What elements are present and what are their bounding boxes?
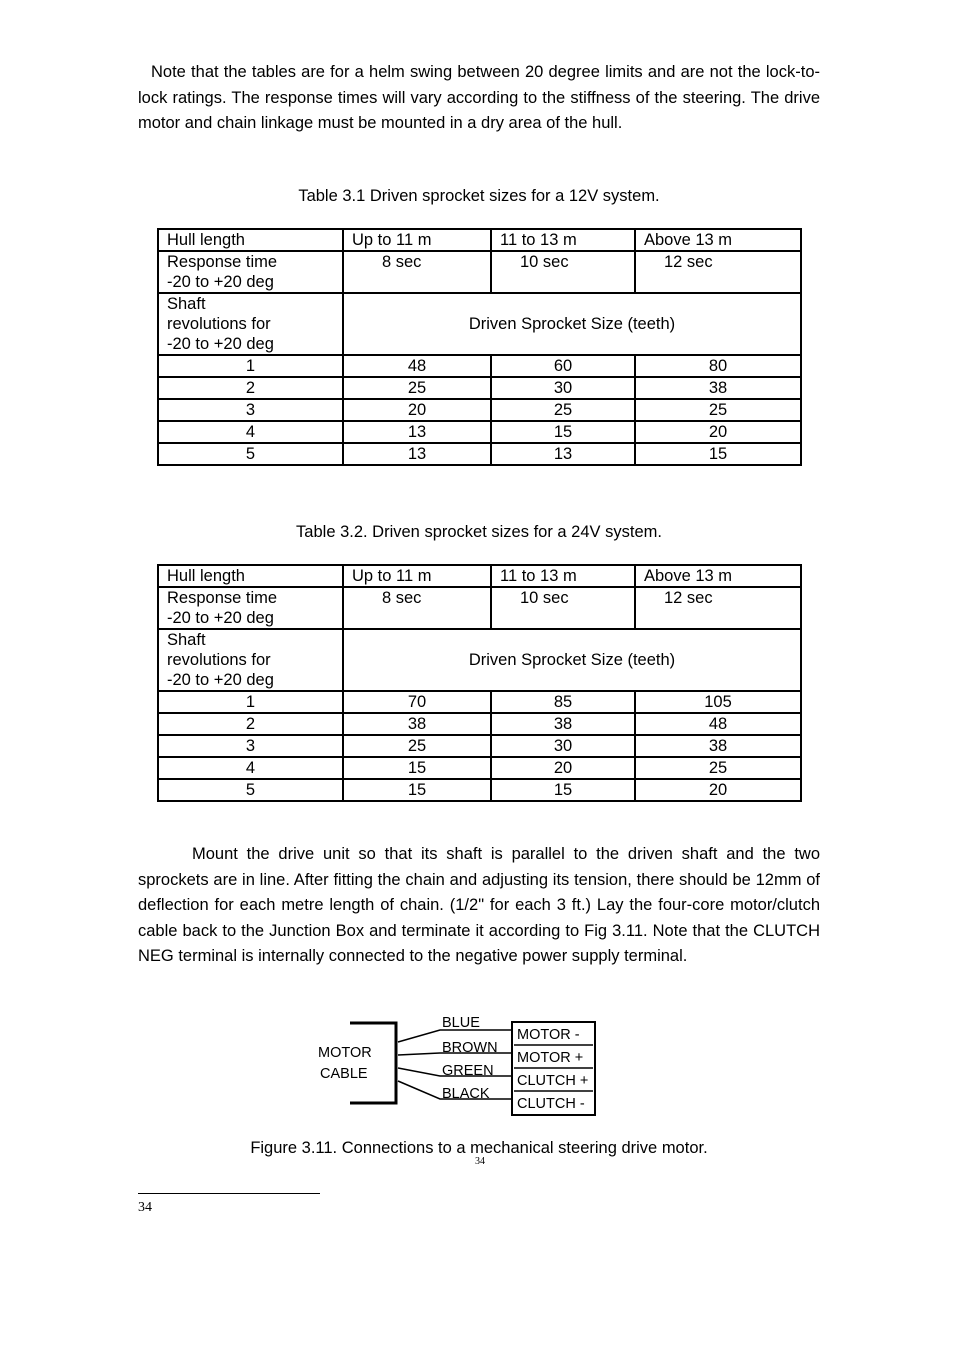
wire-label: BROWN [442, 1040, 498, 1056]
table-3-1 [157, 228, 802, 466]
table-cell: 70 [343, 691, 491, 713]
table-cell: 15 [635, 443, 801, 465]
table-row [158, 229, 801, 251]
hull-length-value: Up to 11 m [343, 565, 491, 587]
table-cell: 20 [491, 757, 635, 779]
table-cell: 80 [635, 355, 801, 377]
hull-length-value: Up to 11 m [343, 229, 491, 251]
table-cell: 25 [343, 735, 491, 757]
response-time-value: 10 sec [491, 587, 635, 629]
table-cell: 20 [635, 779, 801, 801]
terminal-label: MOTOR + [517, 1050, 584, 1066]
table-row [158, 421, 801, 443]
figure-caption: Figure 3.11. Connections to a mechanical steering drive motor. [250, 1139, 708, 1157]
table-cell: 38 [635, 377, 801, 399]
terminal-label: CLUTCH + [517, 1073, 589, 1089]
table-3-1-caption: Table 3.1 Driven sprocket sizes for a 12V system. [298, 187, 660, 205]
shaft-revolutions-label: Shaft revolutions for -20 to +20 deg [158, 293, 343, 355]
table-3-2 [157, 564, 802, 802]
hull-length-value: 11 to 13 m [491, 565, 635, 587]
table-cell: 2 [158, 377, 343, 399]
table-cell: 4 [158, 757, 343, 779]
table-cell: 15 [491, 421, 635, 443]
table-cell: 60 [491, 355, 635, 377]
table-cell: 25 [343, 377, 491, 399]
table-cell: 25 [491, 399, 635, 421]
wire-label: BLACK [442, 1086, 490, 1102]
table-row [158, 713, 801, 735]
table-cell: 15 [343, 757, 491, 779]
table-row [158, 691, 801, 713]
table-cell: 5 [158, 443, 343, 465]
response-time-value: 8 sec [343, 251, 491, 293]
footnote-rule [138, 1193, 320, 1194]
table-cell: 3 [158, 399, 343, 421]
response-time-value: 8 sec [343, 587, 491, 629]
mounting-paragraph: Mount the drive unit so that its shaft is parallel to the driven shaft and the two sprockets are in line. After fitting the chain and adjusting its tension, there should be 12mm of deflection for each metre length of chain. (1/2" for each 3 ft.) Lay the four-core motor/clutch cable back to the Junction Box and terminate it according to Fig 3.11. Note that the CLUTCH NEG terminal is internally connected to the negative power supply terminal. [138, 845, 820, 966]
table-cell: 1 [158, 355, 343, 377]
response-time-value: 12 sec [635, 587, 801, 629]
table-cell: 20 [343, 399, 491, 421]
table-row [158, 757, 801, 779]
table-row [158, 399, 801, 421]
table-cell: 13 [343, 421, 491, 443]
table-cell: 15 [343, 779, 491, 801]
terminal-label: CLUTCH - [517, 1096, 585, 1112]
table-cell: 5 [158, 779, 343, 801]
cable-label: CABLE [320, 1066, 368, 1082]
table-cell: 13 [491, 443, 635, 465]
table-cell: 4 [158, 421, 343, 443]
table-cell: 3 [158, 735, 343, 757]
table-row [158, 587, 801, 629]
wiring-diagram [300, 1005, 620, 1125]
table-row [158, 629, 801, 691]
small-page-number: 34 [475, 1156, 485, 1167]
table-3-2-caption: Table 3.2. Driven sprocket sizes for a 24V system. [296, 523, 662, 541]
table-cell: 48 [635, 713, 801, 735]
response-time-label: Response time -20 to +20 deg [158, 251, 343, 293]
table-cell: 1 [158, 691, 343, 713]
sprocket-size-header: Driven Sprocket Size (teeth) [343, 293, 801, 355]
table-cell: 105 [635, 691, 801, 713]
page-number: 34 [138, 1200, 152, 1215]
terminal-label: MOTOR - [517, 1027, 580, 1043]
table-cell: 38 [635, 735, 801, 757]
table-cell: 30 [491, 377, 635, 399]
hull-length-value: 11 to 13 m [491, 229, 635, 251]
table-cell: 13 [343, 443, 491, 465]
response-time-label: Response time -20 to +20 deg [158, 587, 343, 629]
table-row [158, 377, 801, 399]
response-time-value: 12 sec [635, 251, 801, 293]
table-row [158, 355, 801, 377]
table-row [158, 565, 801, 587]
sprocket-size-header: Driven Sprocket Size (teeth) [343, 629, 801, 691]
intro-paragraph: Note that the tables are for a helm swing between 20 degree limits and are not the lock-to-lock ratings. The response times will vary according to the stiffness of the steering. The drive motor and chain linkage must be mounted in a dry area of the hull. [138, 63, 820, 133]
hull-length-label: Hull length [158, 565, 343, 587]
table-row [158, 735, 801, 757]
table-cell: 48 [343, 355, 491, 377]
table-row [158, 779, 801, 801]
table-cell: 38 [491, 713, 635, 735]
hull-length-value: Above 13 m [635, 229, 801, 251]
table-row [158, 293, 801, 355]
hull-length-label: Hull length [158, 229, 343, 251]
table-cell: 20 [635, 421, 801, 443]
table-cell: 25 [635, 399, 801, 421]
wire-label: GREEN [442, 1063, 494, 1079]
table-row [158, 251, 801, 293]
cable-bracket [350, 1023, 396, 1103]
table-cell: 25 [635, 757, 801, 779]
wire-label: BLUE [442, 1015, 480, 1031]
cable-label: MOTOR [318, 1045, 372, 1061]
table-cell: 85 [491, 691, 635, 713]
table-cell: 30 [491, 735, 635, 757]
table-row [158, 443, 801, 465]
response-time-value: 10 sec [491, 251, 635, 293]
shaft-revolutions-label: Shaft revolutions for -20 to +20 deg [158, 629, 343, 691]
hull-length-value: Above 13 m [635, 565, 801, 587]
table-cell: 15 [491, 779, 635, 801]
table-cell: 38 [343, 713, 491, 735]
table-cell: 2 [158, 713, 343, 735]
